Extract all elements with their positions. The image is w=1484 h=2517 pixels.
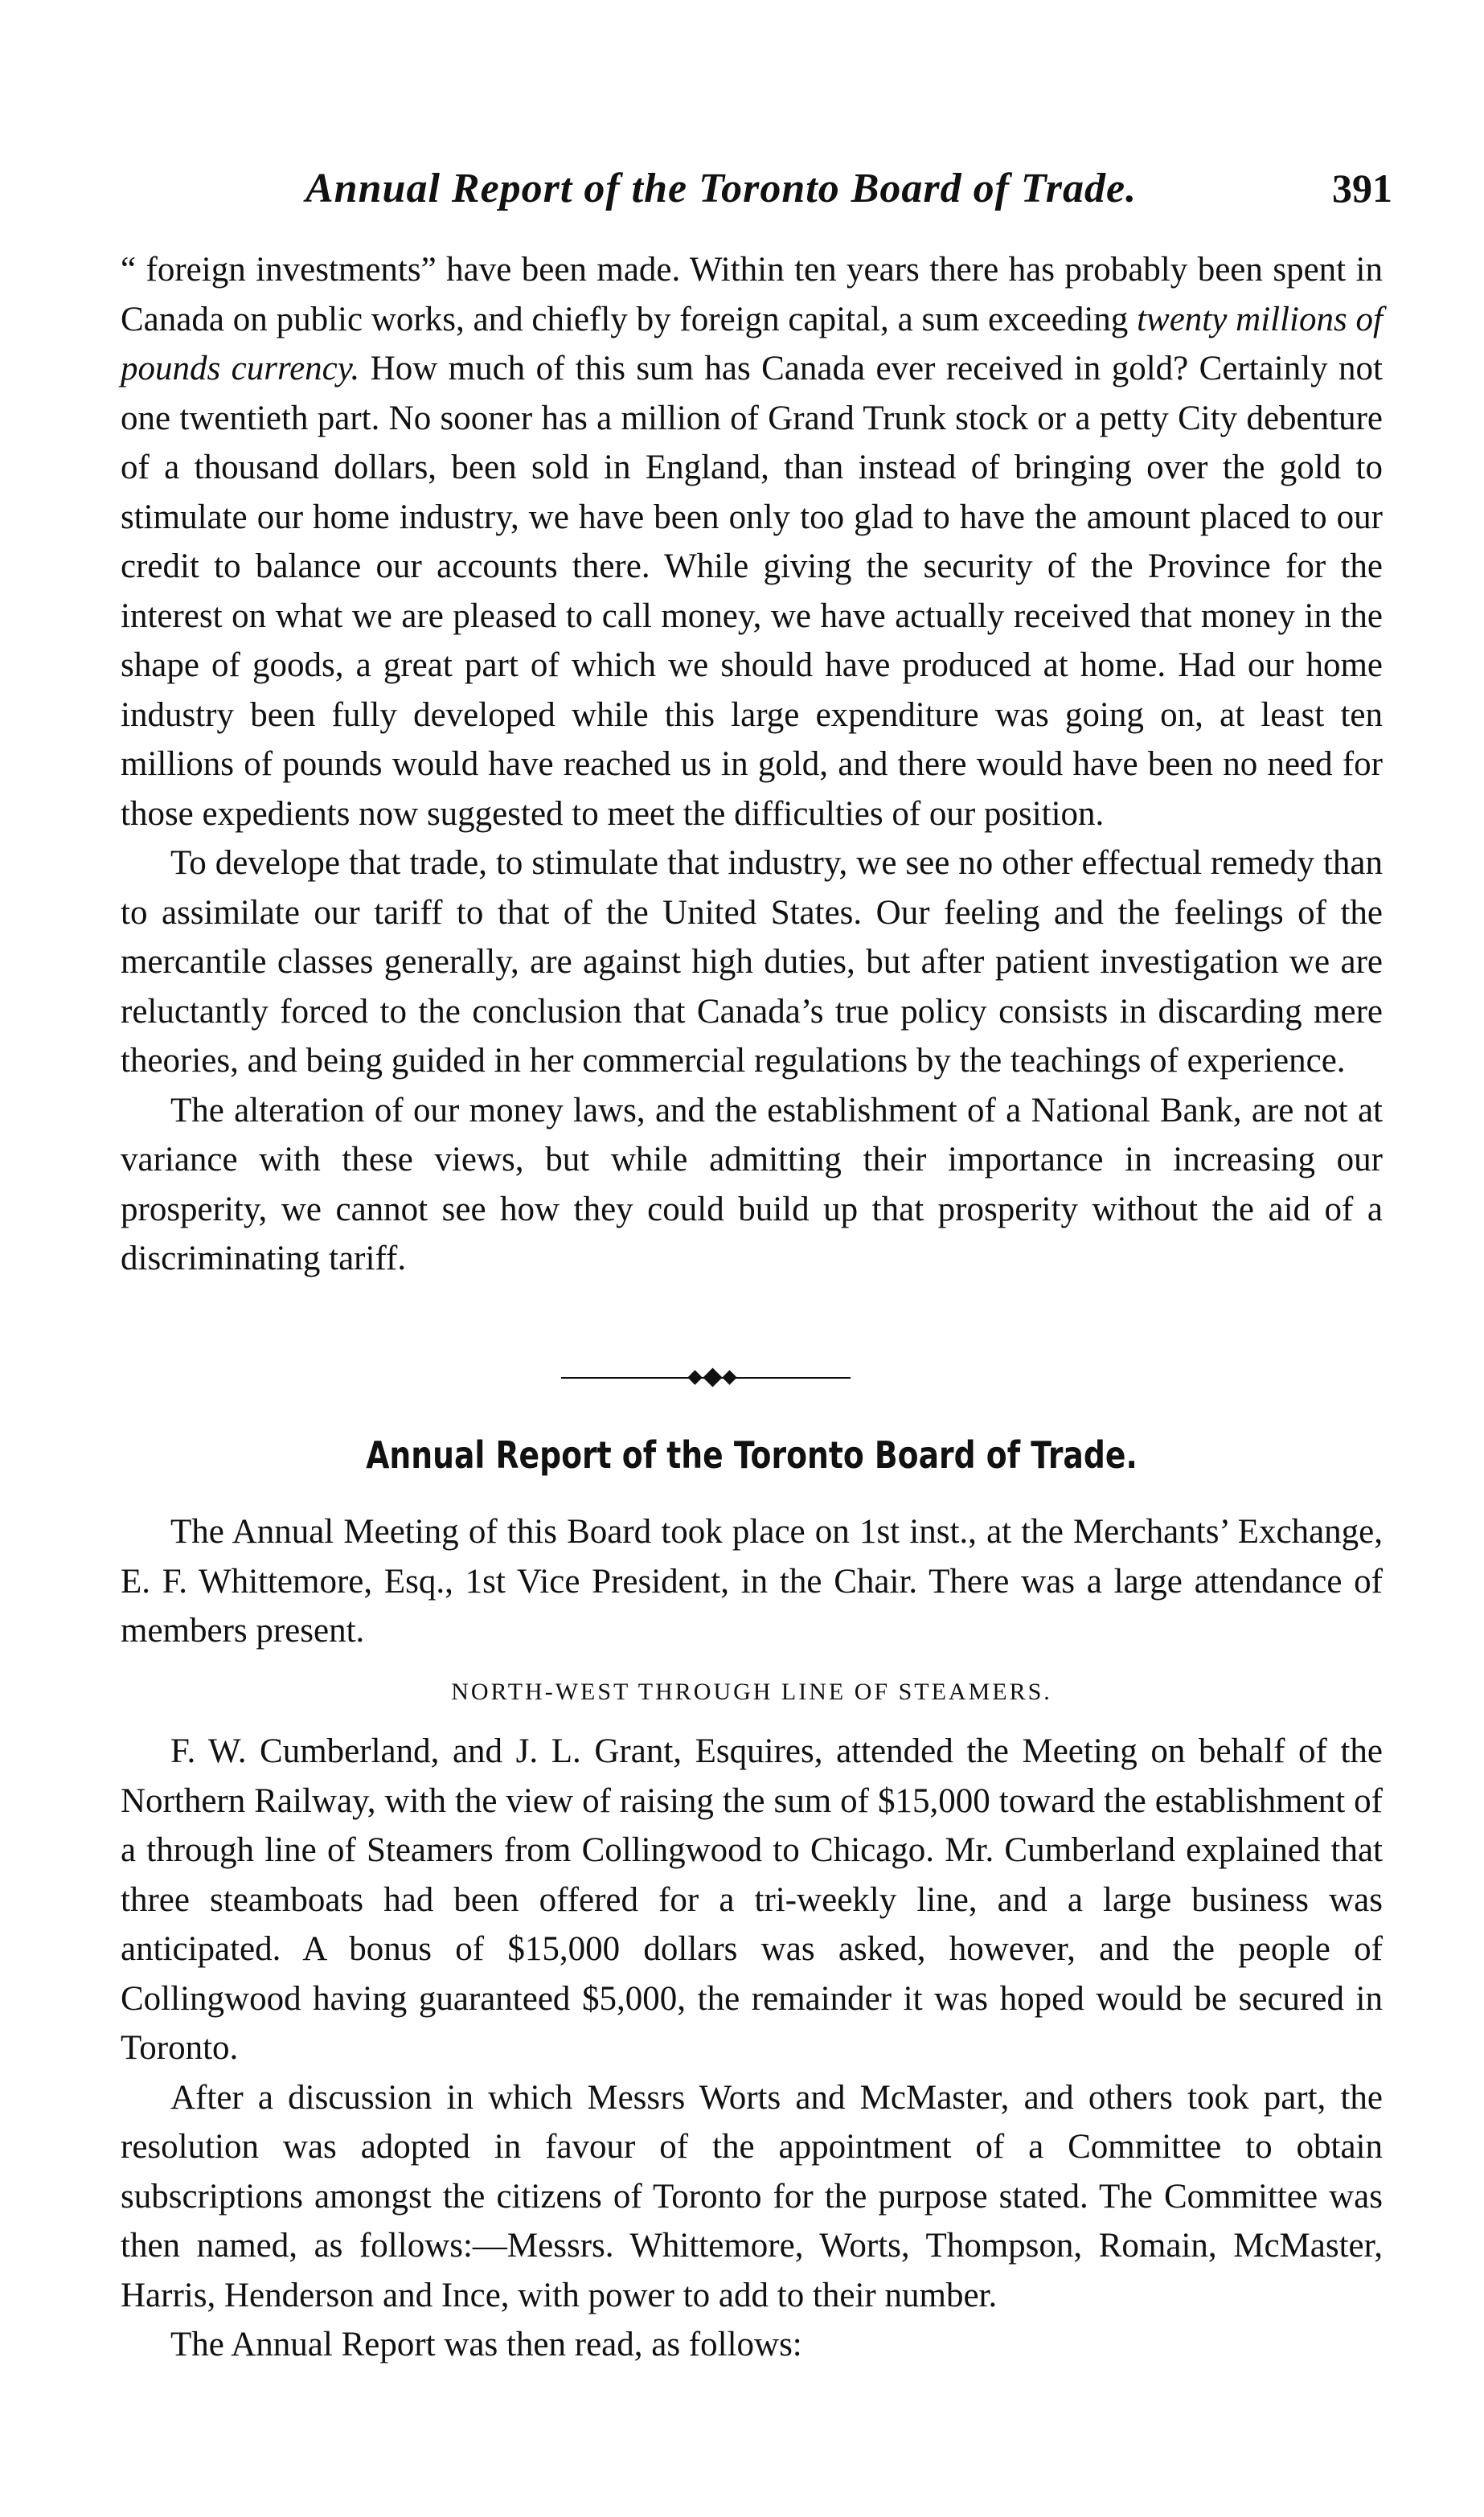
emphasized-text: twenty millions of pounds currency. bbox=[121, 300, 1383, 387]
paragraph-annual-meeting: The Annual Meeting of this Board took place on 1st inst., at the Merchants’ Exchange, E. F. Whittemore, Esq., 1st Vice President, in the Chair. There was a large attendance of members present. bbox=[121, 1513, 1383, 1650]
paragraph-committee: After a discussion in which Messrs Worts and McMaster, and others took part, the resolution was adopted in favour of the appointment of a Committee to obtain subscriptions amongst the citizens of Toronto for the purpose stated. The Committee was then named, as follows:—Messrs. Whittemore, Worts, Thompson, Romain, McMaster, Harris, Henderson and Ince, with power to add to their number. bbox=[121, 2078, 1383, 2314]
paragraph-trade-policy: To develope that trade, to stimulate that industry, we see no other effectual remedy than to assimilate our tariff to that of the United States. Our feeling and the feelings of the mercantile classes generally, are against high duties, but after patient investigation we are reluctantly forced to the conclusion that Canada’s true policy consists in discarding mere theories, and being guided in her commercial regulations by the teachings of experience. bbox=[121, 844, 1383, 1080]
separator-diamond bbox=[703, 1367, 722, 1387]
article-body bbox=[121, 1727, 1383, 2370]
separator-diamond bbox=[722, 1370, 736, 1384]
article-intro bbox=[121, 1507, 1383, 1656]
paragraph-money-laws: The alteration of our money laws, and the establishment of a National Bank, are not at variance with these views, but while admitting their importance in increasing our prosperity, we cannot see how they could build up that prosperity without the aid of a discriminating tariff. bbox=[121, 1091, 1383, 1277]
paragraph-report-read: The Annual Report was then read, as follows: bbox=[170, 2326, 802, 2363]
paragraph-foreign-investments bbox=[121, 245, 1383, 838]
page-number: 391 bbox=[1332, 166, 1392, 211]
section-heading: NORTH-WEST THROUGH LINE OF STEAMERS. bbox=[451, 1679, 1052, 1705]
running-title: Annual Report of the Toronto Board of Trade. bbox=[305, 166, 1138, 211]
paragraph-text: “ foreign investments” have been made. Within ten years there has probably been spent in Canada on public works, and chiefly by foreign capital, a sum exceeding bbox=[121, 251, 1383, 338]
section-separator-rule bbox=[561, 1368, 851, 1388]
article-title: Annual Report of the Toronto Board of Trade. bbox=[366, 1433, 1138, 1477]
running-head bbox=[121, 165, 1415, 229]
continued-article-text bbox=[121, 245, 1383, 1284]
paragraph-text: How much of this sum has Canada ever received in gold? Certainly not one twentieth part. No sooner has a million of Grand Trunk stock or a petty City debenture of a thousand dollars, been sold in England, than instead of bringing over the gold to stimulate our home industry, we have been only too glad to have the amount placed to our credit to balance our accounts there. While giving the security of the Province for the interest on what we are pleased to call money, we have actually received that money in the shape of goods, a great part of which we should have produced at home. Had our home industry been fully developed while this large expenditure was going on, at least ten millions of pounds would have reached us in gold, and there would have been no need for those expedients now suggested to meet the difficulties of our position. bbox=[121, 350, 1384, 833]
separator-diamond bbox=[687, 1370, 702, 1384]
paragraph-steamers: F. W. Cumberland, and J. L. Grant, Esquires, attended the Meeting on behalf of the Northern Railway, with the view of raising the sum of $15,000 toward the establishment of a through line of Steamers from Collingwood to Chicago. Mr. Cumberland explained that three steamboats had been offered for a tri-weekly line, and a large business was anticipated. A bonus of $15,000 dollars was asked, however, and the people of Collingwood having guaranteed $5,000, the remainder it was hoped would be secured in Toronto. bbox=[121, 1732, 1383, 2067]
